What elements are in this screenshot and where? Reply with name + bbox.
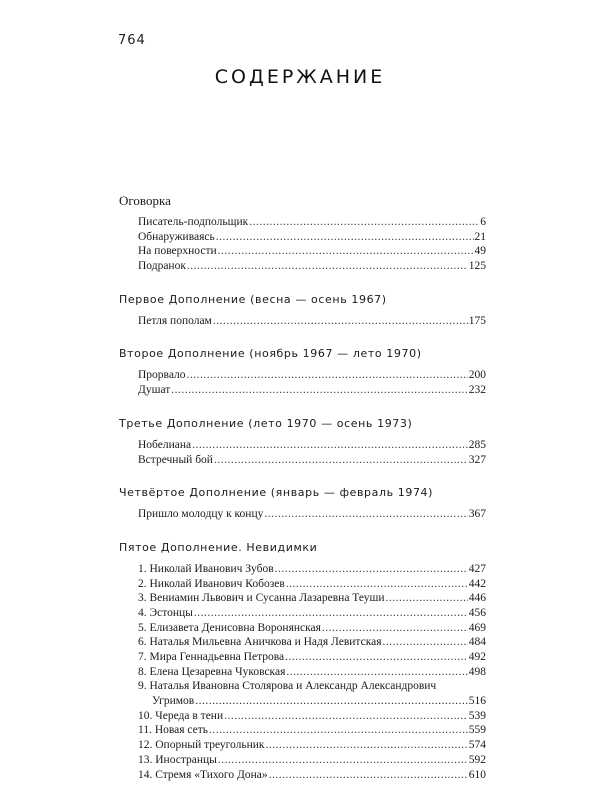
entry-page: 285	[468, 438, 486, 451]
dot-leader	[275, 562, 468, 577]
entry-title: 2. Николай Иванович Кобозев	[138, 577, 285, 590]
entry-page: 232	[468, 384, 486, 397]
dot-leader	[213, 314, 468, 329]
toc-entry	[119, 368, 486, 383]
entry-title: 7. Мира Геннадьевна Петрова	[138, 651, 285, 663]
entry-title: 9. Наталья Ивановна Столярова и Александр Александрович	[138, 680, 437, 693]
toc-entry	[119, 591, 486, 606]
toc-entry	[119, 738, 486, 753]
toc-entry	[119, 230, 486, 245]
toc-entry	[119, 723, 486, 738]
entry-title: 5. Елизавета Денисовна Воронянская	[138, 621, 321, 634]
toc-entry	[119, 621, 486, 636]
dot-leader	[218, 244, 474, 259]
entry-page: 427	[468, 562, 486, 575]
entry-page: 175	[468, 314, 486, 327]
entry-title-continued: Угримов	[152, 695, 195, 708]
toc-entry	[119, 215, 486, 230]
entry-title: Нобелиана	[138, 438, 192, 451]
section-heading: Второе Дополнение (ноябрь 1967 — лето 1970)	[119, 347, 422, 361]
toc-entry	[119, 314, 486, 329]
toc-entry	[119, 244, 486, 259]
toc-entry	[119, 606, 486, 621]
toc-section	[119, 485, 486, 522]
dot-leader	[264, 507, 467, 522]
toc-section	[119, 540, 486, 782]
dot-leader	[286, 577, 468, 592]
toc-section	[119, 292, 486, 329]
toc-entry	[119, 650, 486, 665]
dot-leader	[194, 606, 468, 621]
entry-title: 12. Опорный треугольник	[138, 739, 265, 752]
entry-page: 516	[468, 695, 486, 708]
dot-leader	[285, 650, 468, 665]
entry-title: Обнаруживаясь	[138, 230, 215, 243]
section-heading: Третье Дополнение (лето 1970 — осень 1973)	[119, 416, 413, 430]
toc-entry	[119, 507, 486, 522]
entry-page: 469	[468, 621, 486, 634]
entry-title: 14. Стремя «Тихого Дона»	[138, 768, 268, 781]
section-heading: Четвёртое Дополнение (январь — февраль 1974)	[119, 486, 434, 500]
toc-section	[119, 346, 486, 397]
entry-title: 4. Эстонцы	[138, 606, 193, 619]
dot-leader	[286, 665, 467, 680]
toc-entry	[119, 562, 486, 577]
section-heading: Оговорка	[119, 193, 171, 208]
dot-leader	[171, 383, 467, 398]
entry-title: Подранок	[138, 260, 186, 273]
entry-page: 484	[468, 636, 486, 649]
entry-page: 125	[468, 260, 486, 273]
entry-title: Пришло молодцу к концу	[138, 508, 264, 521]
toc-section	[119, 416, 486, 467]
toc-entry	[119, 383, 486, 398]
dot-leader	[216, 230, 474, 245]
entry-page: 442	[468, 577, 486, 590]
entry-page: 446	[468, 592, 486, 605]
entry-page: 498	[468, 665, 486, 678]
dot-leader	[249, 215, 479, 230]
dot-leader	[192, 438, 468, 453]
toc-section	[119, 193, 486, 274]
dot-leader	[224, 709, 468, 724]
toc-entry	[119, 438, 486, 453]
dot-leader	[209, 723, 468, 738]
entry-title: Встречный бой	[138, 453, 213, 466]
entry-page: 21	[474, 230, 486, 243]
entry-page: 492	[468, 651, 486, 663]
entry-title: Душат	[138, 384, 171, 397]
entry-title: Прорвало	[138, 369, 186, 382]
dot-leader	[218, 753, 468, 768]
dot-leader	[187, 368, 468, 383]
dot-leader	[214, 453, 468, 468]
entry-page: 6	[480, 216, 486, 228]
entry-title: 1. Николай Иванович Зубов	[138, 562, 274, 575]
dot-leader	[385, 591, 467, 606]
page-title: СОДЕРЖАНИЕ	[214, 66, 386, 88]
dot-leader	[195, 694, 468, 709]
entry-title: Петля пополам	[138, 314, 212, 327]
entry-title: 3. Вениамин Львович и Сусанна Лазаревна Теуши	[138, 592, 385, 605]
toc-entry	[119, 259, 486, 274]
entry-title: 8. Елена Цезаревна Чуковская	[138, 665, 286, 678]
table-of-contents	[119, 193, 486, 800]
toc-entry	[119, 453, 486, 468]
dot-leader	[187, 259, 468, 274]
entry-title: 10. Череда в тени	[138, 709, 224, 722]
entry-title: 13. Иностранцы	[138, 753, 217, 766]
toc-entry	[119, 577, 486, 592]
entry-page: 592	[468, 753, 486, 766]
toc-entry	[119, 768, 486, 783]
dot-leader	[383, 635, 468, 650]
entry-page: 456	[468, 606, 486, 619]
page-number: 764	[118, 33, 146, 48]
toc-entry	[119, 665, 486, 680]
dot-leader	[266, 738, 468, 753]
dot-leader	[322, 621, 468, 636]
entry-page: 200	[468, 369, 486, 382]
entry-page: 327	[468, 453, 486, 466]
entry-page: 574	[468, 739, 486, 752]
dot-leader	[269, 768, 468, 783]
entry-page: 559	[468, 724, 486, 737]
section-heading: Пятое Дополнение. Невидимки	[119, 540, 318, 554]
entry-title: 11. Новая сеть	[138, 724, 209, 737]
entry-title: Писатель-подпольщик	[138, 216, 249, 228]
entry-page: 610	[468, 768, 486, 781]
entry-title: 6. Наталья Мильевна Аничкова и Надя Левитская	[138, 636, 382, 649]
section-heading: Первое Дополнение (весна — осень 1967)	[119, 292, 387, 306]
entry-page: 367	[468, 508, 486, 521]
entry-title: На поверхности	[138, 245, 217, 258]
entry-page: 49	[474, 245, 486, 258]
toc-entry	[119, 709, 486, 724]
toc-entry	[119, 635, 486, 650]
entry-page: 539	[468, 709, 486, 722]
toc-entry	[119, 753, 486, 768]
toc-entry	[119, 679, 486, 708]
